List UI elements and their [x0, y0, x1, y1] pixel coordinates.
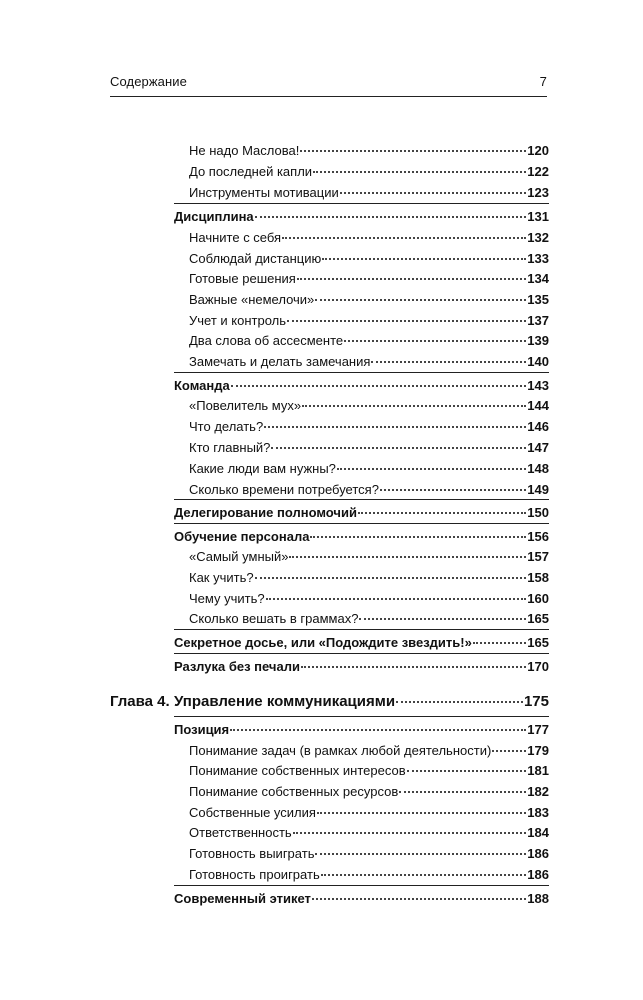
dot-leader — [293, 818, 527, 834]
toc-entry-title: Сколько вешать в граммах? — [189, 611, 359, 626]
dot-leader — [313, 157, 526, 173]
dot-leader — [317, 798, 526, 814]
toc-entry[interactable] — [189, 780, 549, 800]
dot-leader — [396, 687, 523, 703]
dot-leader — [371, 347, 526, 363]
chapter-page: 175 — [523, 693, 549, 710]
dot-leader — [300, 136, 526, 152]
toc-section[interactable] — [174, 718, 549, 738]
toc-entry-page: 148 — [527, 461, 549, 476]
toc-entry-title: Готовность проиграть — [189, 867, 320, 882]
chapter-title: Управление коммуникациями — [174, 693, 396, 710]
toc-entry-title: Сколько времени потребуется? — [189, 482, 379, 497]
toc-section-title: Современный этикет — [174, 891, 311, 906]
toc-entry[interactable] — [189, 821, 549, 841]
toc-entry-page: 144 — [527, 398, 549, 413]
toc-entry-page: 179 — [527, 743, 549, 758]
toc-entry[interactable] — [189, 181, 549, 201]
toc-section-title: Команда — [174, 378, 230, 393]
dot-leader — [231, 371, 527, 387]
toc-entry-title: Какие люди вам нужны? — [189, 461, 336, 476]
toc-entry[interactable] — [189, 607, 549, 627]
toc-entry-page: 137 — [527, 313, 549, 328]
dot-leader — [312, 884, 526, 900]
toc-entry-page: 132 — [527, 230, 549, 245]
toc-entry[interactable] — [189, 329, 549, 349]
dot-leader — [337, 454, 526, 470]
dot-leader — [282, 223, 526, 239]
dot-leader — [322, 244, 526, 260]
toc-entry-title: Готовые решения — [189, 271, 296, 286]
toc-entry-title: Чему учить? — [189, 591, 265, 606]
toc-entry-page: 139 — [527, 333, 549, 348]
toc-entry[interactable] — [189, 394, 549, 414]
toc-entry-title: Понимание собственных ресурсов — [189, 784, 399, 799]
toc-entry-title: Кто главный? — [189, 440, 271, 455]
running-header — [110, 74, 547, 97]
toc-entry-title: Не надо Маслова! — [189, 143, 300, 158]
toc-chapter[interactable] — [110, 690, 549, 714]
toc-section-title: Делегирование полномочий — [174, 505, 357, 520]
toc-section[interactable] — [174, 205, 549, 225]
dot-leader — [399, 777, 526, 793]
dot-leader — [321, 860, 527, 876]
toc-entry[interactable] — [189, 160, 549, 180]
toc-section-title: Обучение персонала — [174, 529, 310, 544]
dot-leader — [340, 178, 527, 194]
toc-entry-page: 133 — [527, 251, 549, 266]
dot-leader — [473, 628, 526, 644]
dot-leader — [287, 306, 526, 322]
toc-section-page: 150 — [527, 505, 549, 520]
toc-entry-title: До последней капли — [189, 164, 313, 179]
dot-leader — [315, 285, 526, 301]
toc-entry[interactable] — [189, 863, 549, 883]
toc-entry-page: 182 — [527, 784, 549, 799]
toc-entry-title: Два слова об ассесменте — [189, 333, 344, 348]
toc-entry-title: Замечать и делать замечания — [189, 354, 371, 369]
dot-leader — [380, 475, 526, 491]
toc-entry-page: 157 — [527, 549, 549, 564]
toc-entry-title: «Самый умный» — [189, 549, 289, 564]
dot-leader — [344, 326, 526, 342]
toc-entry[interactable] — [189, 415, 549, 435]
toc-entry-page: 135 — [527, 292, 549, 307]
dot-leader — [310, 522, 526, 538]
toc-entry-title: Учет и контроль — [189, 313, 286, 328]
toc-entry[interactable] — [189, 267, 549, 287]
toc-entry[interactable] — [189, 759, 549, 779]
dot-leader — [301, 652, 526, 668]
toc-entry-page: 181 — [527, 763, 549, 778]
toc-section-page: 177 — [527, 722, 549, 737]
dot-leader — [255, 563, 527, 579]
toc-entry-page: 147 — [527, 440, 549, 455]
dot-leader — [266, 584, 527, 600]
toc-entry[interactable] — [189, 288, 549, 308]
toc-entry-page: 160 — [527, 591, 549, 606]
toc-entry-title: Ответственность — [189, 825, 292, 840]
toc-entry-title: Готовность выиграть — [189, 846, 315, 861]
toc-entry[interactable] — [189, 350, 549, 370]
toc-entry[interactable] — [189, 226, 549, 246]
toc-entry-page: 123 — [527, 185, 549, 200]
dot-leader — [358, 498, 526, 514]
toc-entry-page: 146 — [527, 419, 549, 434]
toc-entry-page: 140 — [527, 354, 549, 369]
toc-entry-title: Соблюдай дистанцию — [189, 251, 322, 266]
toc-section-title: Секретное досье, или «Подождите звездить!» — [174, 635, 472, 650]
toc-entry-page: 186 — [527, 846, 549, 861]
toc-section-page: 156 — [527, 529, 549, 544]
toc-section[interactable] — [174, 631, 549, 651]
toc-section-page: 188 — [527, 891, 549, 906]
toc-entry-title: Что делать? — [189, 419, 264, 434]
toc-entry-title: Начните с себя — [189, 230, 282, 245]
toc-section-title: Позиция — [174, 722, 230, 737]
toc-section[interactable] — [174, 887, 549, 907]
toc-entry[interactable] — [189, 436, 549, 456]
toc-entry[interactable] — [189, 457, 549, 477]
dot-leader — [315, 839, 526, 855]
toc-entry[interactable] — [189, 842, 549, 862]
dot-leader — [297, 264, 526, 280]
toc-entry-title: Понимание собственных интересов — [189, 763, 406, 778]
toc-entry-page: 184 — [527, 825, 549, 840]
toc-section-page: 131 — [527, 209, 549, 224]
toc-entry[interactable] — [189, 139, 549, 159]
toc-section-title: Дисциплина — [174, 209, 254, 224]
toc-entry-title: Собственные усилия — [189, 805, 316, 820]
dot-leader — [492, 736, 526, 752]
toc-entry-title: Важные «немелочи» — [189, 292, 315, 307]
toc-section-page: 170 — [527, 659, 549, 674]
dot-leader — [289, 542, 526, 558]
chapter-label: Глава 4. — [110, 693, 170, 710]
toc-entry[interactable] — [189, 545, 549, 565]
toc-entry-page: 186 — [527, 867, 549, 882]
toc-entry-title: «Повелитель мух» — [189, 398, 302, 413]
toc-entry-page: 134 — [527, 271, 549, 286]
dot-leader — [359, 604, 526, 620]
toc-section-title: Разлука без печали — [174, 659, 300, 674]
dot-leader — [264, 412, 526, 428]
toc-entry-page: 158 — [527, 570, 549, 585]
toc-entry-page: 149 — [527, 482, 549, 497]
toc-entry-title: Как учить? — [189, 570, 254, 585]
toc-section-page: 165 — [527, 635, 549, 650]
toc-entry[interactable] — [189, 478, 549, 498]
dot-leader — [271, 433, 526, 449]
section-title: Содержание — [110, 74, 187, 89]
toc-entry-page: 120 — [527, 143, 549, 158]
dot-leader — [407, 756, 527, 772]
toc-entry-title: Инструменты мотивации — [189, 185, 339, 200]
toc-section[interactable] — [174, 655, 549, 675]
dot-leader — [230, 715, 526, 731]
toc-entry[interactable] — [189, 566, 549, 586]
toc-entry-page: 165 — [527, 611, 549, 626]
toc-entry-title: Понимание задач (в рамках любой деятельности) — [189, 743, 492, 758]
toc-entry-page: 122 — [527, 164, 549, 179]
dot-leader — [302, 391, 526, 407]
page-number: 7 — [539, 74, 547, 89]
toc-entry-page: 183 — [527, 805, 549, 820]
toc-section-page: 143 — [527, 378, 549, 393]
toc-section[interactable] — [174, 501, 549, 521]
dot-leader — [255, 202, 527, 218]
